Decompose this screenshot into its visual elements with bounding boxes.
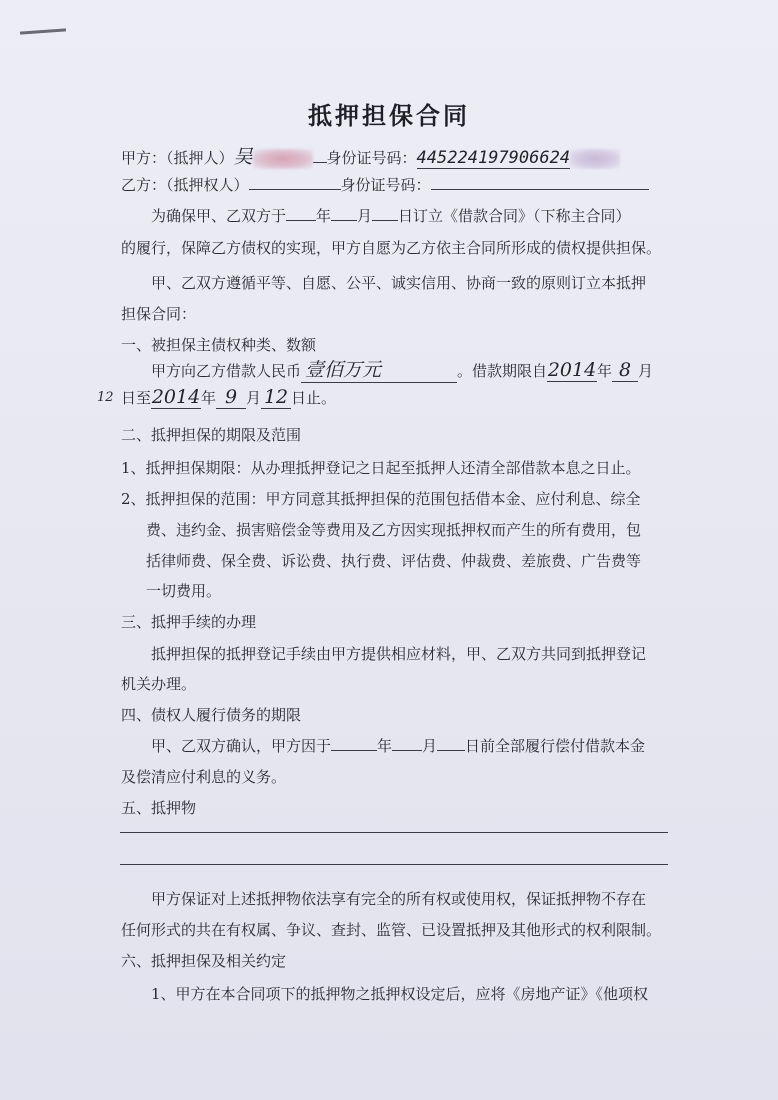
page-title: 抵押担保合同 (308, 101, 470, 130)
end-day: 12 (261, 386, 291, 409)
section-2-item-1: 1、抵押担保期限：从办理抵押登记之日起至抵押人还清全部借款本息之日止。 (121, 459, 641, 477)
section-6-item-1: 1、甲方在本合同项下的抵押物之抵押权设定后，应将《房地产证》《他项权 (151, 985, 649, 1003)
start-year: 2014 (547, 359, 597, 381)
party-a-id-label: 身份证号码： (326, 149, 417, 167)
section-2-item-2a: 2、抵押担保的范围：甲方同意其抵押担保的范围包括借本金、应付利息、综全 (121, 490, 641, 508)
section-4-a: 甲、乙双方确认，甲方因于 年 月 日前全部履行偿付借款本金 (151, 737, 646, 755)
para-1b: 的履行，保障乙方债权的实现，甲方自愿为乙方依主合同所形成的债权提供担保。 (121, 239, 662, 257)
redaction-blur (253, 149, 313, 169)
party-b-id-label: 身份证号码： (340, 176, 431, 194)
start-month: 8 (612, 359, 638, 382)
redaction-blur (570, 149, 620, 169)
para-2a: 甲、乙双方遵循平等、自愿、公平、诚实信用、协商一致的原则订立本抵押 (151, 274, 647, 292)
section-4-b: 及偿清应付利息的义务。 (121, 768, 287, 786)
party-a-id: 445224197906624 (416, 148, 571, 168)
party-a-line (121, 142, 778, 169)
party-a-name: 吴 (233, 146, 253, 168)
party-b-label: 乙方：（抵押权人） (121, 176, 249, 194)
party-a-label: 甲方：（抵押人） (121, 149, 234, 167)
margin-day-note: 12 (97, 390, 114, 405)
section-3-a: 抵押担保的抵押登记手续由甲方提供相应材料，甲、乙双方共同到抵押登记 (151, 645, 647, 663)
section-1-line-2: 日至2014年 9 月 12 日止。 (121, 386, 337, 408)
section-5-a: 甲方保证对上述抵押物依法享有完全的所有权或使用权，保证抵押物不存在 (151, 890, 647, 908)
section-1-heading: 一、被担保主债权种类、数额 (121, 336, 317, 354)
para-1a: 为确保甲、乙双方于 年 月 日订立《借款合同》（下称主合同） (151, 207, 631, 225)
blank-rule-1 (120, 832, 668, 833)
section-6-heading: 六、抵押担保及相关约定 (121, 952, 287, 970)
section-2-item-2d: 一切费用。 (146, 582, 222, 600)
para-2b: 担保合同： (121, 305, 197, 323)
section-2-item-2c: 括律师费、保全费、诉讼费、执行费、评估费、仲裁费、差旅费、广告费等 (146, 552, 642, 570)
section-4-heading: 四、债权人履行债务的期限 (121, 706, 302, 724)
blank-rule-2 (120, 864, 668, 865)
corner-mark (20, 28, 66, 34)
section-5-heading: 五、抵押物 (121, 799, 197, 817)
section-3-b: 机关办理。 (121, 675, 197, 693)
party-b-id-blank (431, 175, 649, 190)
section-2-item-2b: 费、违约金、损害赔偿金等费用及乙方因实现抵押权而产生的所有费用，包 (146, 521, 642, 539)
loan-amount: 壹佰万元 (301, 355, 457, 383)
section-5-b: 任何形式的共在有权属、争议、查封、监管、已设置抵押及其他形式的权利限制。 (121, 921, 662, 939)
end-year: 2014 (151, 386, 201, 408)
end-month: 9 (216, 386, 246, 409)
section-3-heading: 三、抵押手续的办理 (121, 613, 257, 631)
section-1-line-1: 甲方向乙方借款人民币 壹佰万元 。借款期限自2014年 8 月 (151, 355, 778, 383)
party-b-name-blank (249, 175, 341, 190)
party-b-line (121, 174, 778, 195)
section-2-heading: 二、抵押担保的期限及范围 (121, 426, 302, 444)
